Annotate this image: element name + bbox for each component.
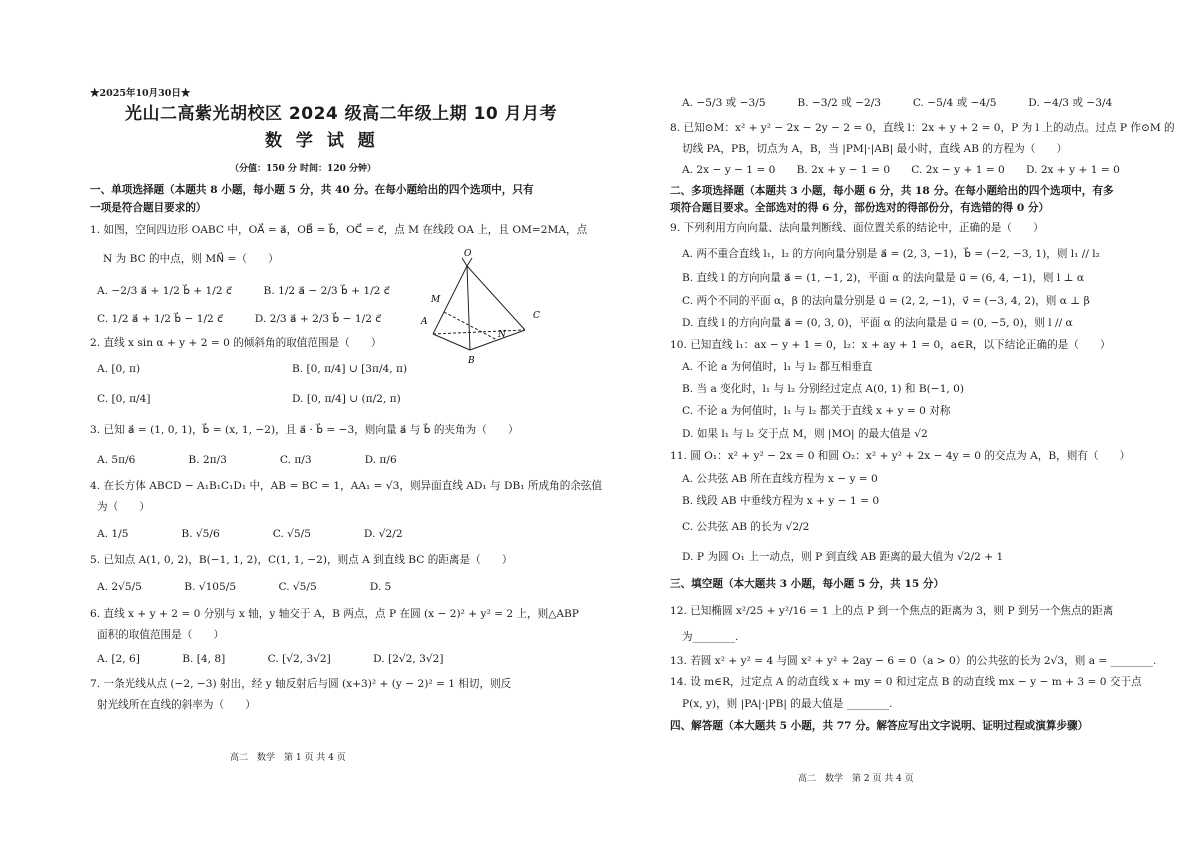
section-heading-fill-blank: 三、填空题（本大题共 3 小题，每小题 5 分，共 15 分）: [670, 578, 945, 590]
question-6: 6. 直线 x + y + 2 = 0 分别与 x 轴，y 轴交于 A，B 两点，点 P 在圆 (x − 2)² + y² = 2 上，则△ABP: [90, 608, 579, 620]
question-5: 5. 已知点 A(1, 0, 2)，B(−1, 1, 2)，C(1, 1, −2)，则点 A 到直线 BC 的距离是（ ）: [90, 554, 513, 566]
question-6-cont: 面积的取值范围是（ ）: [97, 629, 225, 641]
page-2-footer: 高二 数学 第 2 页 共 4 页: [798, 774, 914, 784]
section-heading-single-choice: 一、单项选择题（本题共 8 小题，每小题 5 分，共 40 分。在每小题给出的四个选项中，只有: [90, 184, 534, 196]
question-12-cont: 为________.: [682, 631, 739, 643]
question-1-options-ab: A. −2/3 a⃗ + 1/2 b⃗ + 1/2 c⃗ B. 1/2 a⃗ − 2/3 b⃗ + 1/2 c⃗: [97, 285, 390, 297]
question-10-option-c: C. 不论 a 为何值时，l₁ 与 l₂ 都关于直线 x + y = 0 对称: [682, 405, 951, 417]
question-4-cont: 为（ ）: [97, 501, 150, 513]
section-heading-solutions: 四、解答题（本大题共 5 小题，共 77 分。解答应写出文字说明、证明过程或演算步骤）: [670, 720, 1089, 732]
question-3-options: A. 5π/6 B. 2π/3 C. π/3 D. π/6: [97, 454, 397, 466]
question-7: 7. 一条光线从点 (−2, −3) 射出，经 y 轴反射后与圆 (x+3)² + (y − 2)² = 1 相切，则反: [90, 678, 512, 690]
exam-title: 光山二高紫光胡校区 2024 级高二年级上期 10 月月考: [125, 104, 558, 124]
tetrahedron-figure: [415, 248, 550, 368]
question-4: 4. 在长方体 ABCD − A₁B₁C₁D₁ 中，AB = BC = 1，AA₁ = √3，则异面直线 AD₁ 与 DB₁ 所成角的余弦值: [90, 480, 603, 492]
question-9-option-d: D. 直线 l 的方向向量 a⃗ = (0, 3, 0)，平面 α 的法向量是 u⃗ = (0, −5, 0)，则 l // α: [682, 317, 1073, 329]
exam-meta: （分值：150 分 时间：120 分钟）: [230, 164, 376, 174]
page-1-column: [85, 0, 615, 849]
question-10-option-d: D. 如果 l₁ 与 l₂ 交于点 M，则 |MO| 的最大值是 √2: [682, 428, 928, 440]
question-12: 12. 已知椭圆 x²/25 + y²/16 = 1 上的点 P 到一个焦点的距离为 3，则 P 到另一个焦点的距离: [670, 605, 1114, 617]
question-2-option-a: A. [0, π): [97, 363, 141, 375]
question-14: 14. 设 m∈R，过定点 A 的动直线 x + my = 0 和过定点 B 的动直线 mx − y − m + 3 = 0 交于点: [670, 676, 1142, 688]
question-6-options: A. [2, 6] B. [4, 8] C. [√2, 3√2] D. [2√2, 3√2]: [97, 653, 444, 665]
question-7-options: A. −5/3 或 −3/5 B. −3/2 或 −2/3 C. −5/4 或 −4/5 D. −4/3 或 −3/4: [682, 97, 1113, 109]
vertex-label-c: C: [533, 311, 540, 321]
page-2-column: [670, 0, 1200, 849]
vertex-label-o: O: [464, 249, 472, 259]
question-1-cont: N 为 BC 的中点，则 MN⃗ =（ ）: [103, 253, 279, 265]
vertex-label-a: A: [421, 317, 428, 327]
question-8-cont: 切线 PA，PB，切点为 A，B，当 |PM|·|AB| 最小时，直线 AB 的方程为（ ）: [682, 143, 1068, 155]
question-9-option-a: A. 两不重合直线 l₁，l₂ 的方向向量分别是 a⃗ = (2, 3, −1)，b⃗ = (−2, −3, 1)，则 l₁ // l₂: [682, 248, 1100, 260]
question-11-option-a: A. 公共弦 AB 所在直线方程为 x − y = 0: [682, 473, 878, 485]
exam-date: ★2025年10月30日★: [90, 88, 191, 99]
question-13: 13. 若圆 x² + y² = 4 与圆 x² + y² + 2ay − 6 = 0（a > 0）的公共弦的长为 2√3，则 a = ________.: [670, 655, 1157, 667]
question-9-option-c: C. 两个不同的平面 α，β 的法向量分别是 u⃗ = (2, 2, −1)，v⃗ = (−3, 4, 2)，则 α ⊥ β: [682, 295, 1090, 307]
question-11: 11. 圆 O₁：x² + y² − 2x = 0 和圆 O₂：x² + y² + 2x − 4y = 0 的交点为 A，B，则有（ ）: [670, 450, 1131, 462]
question-7-cont: 射光线所在直线的斜率为（ ）: [97, 699, 256, 711]
question-1-options-cd: C. 1/2 a⃗ + 1/2 b⃗ − 1/2 c⃗ D. 2/3 a⃗ + 2/3 b⃗ − 1/2 c⃗: [97, 313, 382, 325]
page-1-footer: 高二 数学 第 1 页 共 4 页: [230, 753, 346, 763]
question-10: 10. 已知直线 l₁：ax − y + 1 = 0，l₂：x + ay + 1 = 0，a∈R，以下结论正确的是（ ）: [670, 339, 1111, 351]
question-4-options: A. 1/5 B. √5/6 C. √5/5 D. √2/2: [97, 528, 403, 540]
question-5-options: A. 2√5/5 B. √105/5 C. √5/5 D. 5: [97, 581, 392, 593]
point-label-m: M: [431, 295, 441, 305]
question-8-options: A. 2x − y − 1 = 0 B. 2x + y − 1 = 0 C. 2x − y + 1 = 0 D. 2x + y + 1 = 0: [682, 164, 1120, 176]
question-8: 8. 已知⊙M：x² + y² − 2x − 2y − 2 = 0，直线 l：2x + y + 2 = 0，P 为 l 上的动点。过点 P 作⊙M 的: [670, 122, 1175, 134]
tetrahedron-diagram: [415, 248, 550, 368]
question-2-option-b: B. [0, π/4] ∪ [3π/4, π): [292, 363, 408, 375]
section-heading-single-choice-cont: 一项是符合题目要求的）: [90, 202, 207, 214]
question-3: 3. 已知 a⃗ = (1, 0, 1)，b⃗ = (x, 1, −2)，且 a⃗ · b⃗ = −3，则向量 a⃗ 与 b⃗ 的夹角为（ ）: [90, 424, 519, 436]
question-9-option-b: B. 直线 l 的方向向量 a⃗ = (1, −1, 2)，平面 α 的法向量是 u⃗ = (6, 4, −1)，则 l ⊥ α: [682, 272, 1085, 284]
question-2-option-d: D. [0, π/4] ∪ (π/2, π): [292, 393, 401, 405]
question-1: 1. 如图，空间四边形 OABC 中，OA⃗ = a⃗，OB⃗ = b⃗，OC⃗ = c⃗，点 M 在线段 OA 上，且 OM=2MA，点: [90, 224, 588, 236]
question-11-option-b: B. 线段 AB 中垂线方程为 x + y − 1 = 0: [682, 495, 880, 507]
section-heading-multiple-choice: 二、多项选择题（本题共 3 小题，每小题 6 分，共 18 分。在每小题给出的四个选项中，有多: [670, 185, 1114, 197]
section-heading-multiple-choice-cont: 项符合题目要求。全部选对的得 6 分，部份选对的得部份分，有选错的得 0 分）: [670, 202, 1050, 214]
question-2-option-c: C. [0, π/4]: [97, 393, 151, 405]
question-9: 9. 下列利用方向向量、法向量判断线、面位置关系的结论中，正确的是（ ）: [670, 222, 1044, 234]
vertex-label-b: B: [468, 356, 475, 366]
question-2: 2. 直线 x sin α + y + 2 = 0 的倾斜角的取值范围是（ ）: [90, 337, 382, 349]
question-14-cont: P(x, y)，则 |PA|·|PB| 的最大值是 ________.: [682, 698, 893, 710]
question-10-option-a: A. 不论 a 为何值时，l₁ 与 l₂ 都互相垂直: [682, 361, 873, 373]
exam-subject: 数 学 试 题: [265, 131, 379, 151]
question-11-option-c: C. 公共弦 AB 的长为 √2/2: [682, 521, 810, 533]
question-10-option-b: B. 当 a 变化时，l₁ 与 l₂ 分别经过定点 A(0, 1) 和 B(−1, 0): [682, 383, 965, 395]
question-11-option-d: D. P 为圆 O₁ 上一动点，则 P 到直线 AB 距离的最大值为 √2/2 + 1: [682, 551, 1004, 563]
point-label-n: N: [498, 330, 506, 340]
